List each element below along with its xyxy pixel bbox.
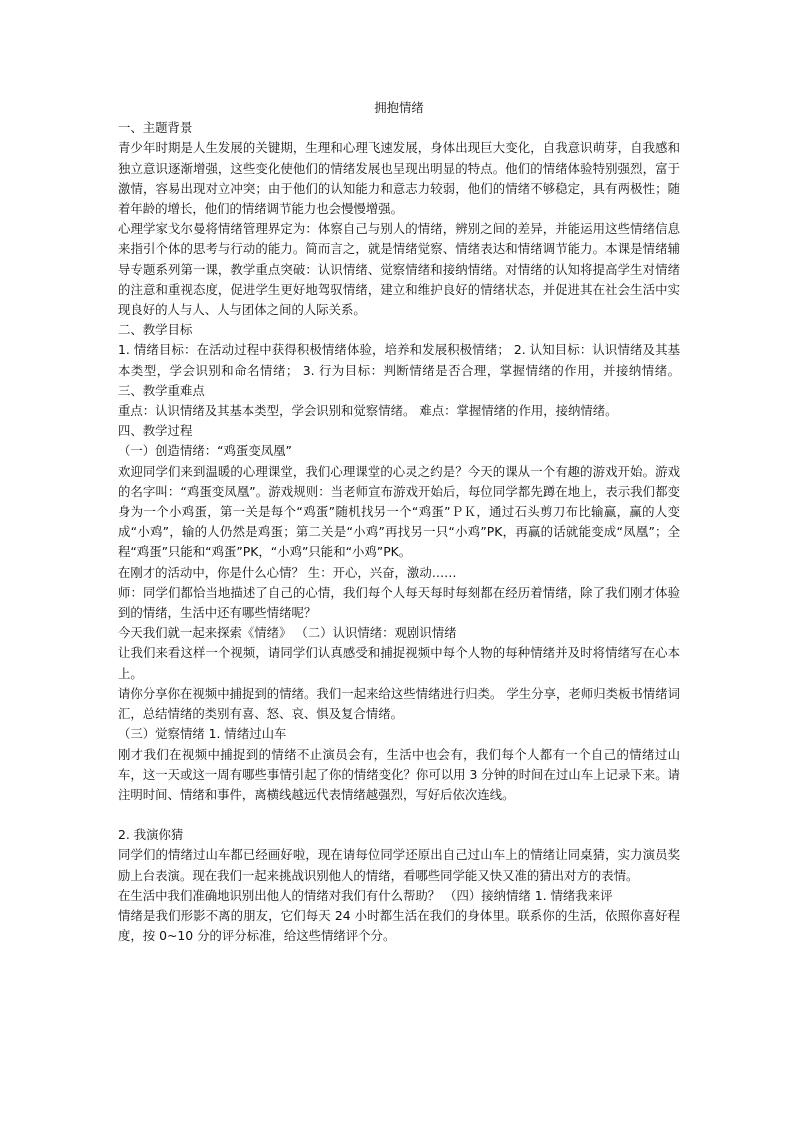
subheading-create-emotion: （一）创造情绪：“鸡蛋变凤凰” xyxy=(118,443,292,459)
paragraph-key-points: 重点：认识情绪及其基本类型，学会识别和觉察情绪。 难点：掌握情绪的作用，接纳情绪。 xyxy=(118,403,618,419)
subheading-perceive-emotion: （三）觉察情绪 1. 情绪过山车 xyxy=(118,726,287,742)
section-heading-process: 四、教学过程 xyxy=(118,423,193,439)
paragraph-background-2: 心理学家戈尔曼将情绪管理界定为：体察自己与别人的情绪，辨别之间的差异，并能运用这些情绪信息来指引个体的思考与行动的能力。简而言之，就是情绪觉察、情绪表达和情绪调节能力。本课是情绪辅导专题系列第一课，教学重点突破：认识情绪、觉察情绪和接纳情绪。对情绪的认知将提高学生对情绪的注意和重视态度，促进学生更好地驾驭情绪，建立和维护良好的情绪状态，并促进其在社会生活中实现良好的人与人、人与团体之间的人际关系。 xyxy=(118,221,680,318)
paragraph-game-rules: 欢迎同学们来到温暖的心理课堂，我们心理课堂的心灵之约是？今天的课从一个有趣的游戏开始。游戏的名字叫：“鸡蛋变凤凰”。游戏规则：当老师宣布游戏开始后，每位同学都先蹲在地上，表示我们都变身为一个小鸡蛋，第一关是每个“鸡蛋”随机找另一个“鸡蛋”ＰＫ，通过石头剪刀布比输赢，赢的人变成“小鸡”，输的人仍然是鸡蛋；第二关是“小鸡”再找另一只“小鸡”PK，再赢的话就能变成“凤凰”；全程“鸡蛋”只能和“鸡蛋”PK，“小鸡”只能和“小鸡”PK。 xyxy=(118,463,680,560)
section-heading-objectives: 二、教学目标 xyxy=(118,322,193,338)
paragraph-video-task: 让我们来看这样一个视频，请同学们认真感受和捕捉视频中每个人物的每种情绪并及时将情绪写在心本上。 xyxy=(118,645,680,681)
paragraph-share-classify: 请你分享你在视频中捕捉到的情绪。我们一起来给这些情绪进行归类。 学生分享，老师归类板书情绪词汇，总结情绪的类别有喜、怒、哀、惧及复合情绪。 xyxy=(118,685,680,722)
paragraph-background-1: 青少年时期是人生发展的关键期，生理和心理飞速发展，身体出现巨大变化，自我意识萌芽，自我感和独立意识逐渐增强，这些变化使他们的情绪发展也呈现出明显的特点。他们的情绪体验特别强烈，富于激情，容易出现对立冲突；由于他们的认知能力和意志力较弱，他们的情绪不够稳定，具有两极性；随着年龄的增长，他们的情绪调节能力也会慢慢增强。 xyxy=(118,140,680,217)
paragraph-question-mood: 在刚才的活动中，你是什么心情？ 生：开心，兴奋，激动…… xyxy=(118,564,457,580)
paragraph-rate-emotion: 情绪是我们形影不离的朋友，它们每天 24 小时都生活在我们的身体里。联系你的生活，依照你喜好程度，按 0~10 分的评分标准，给这些情绪评个分。 xyxy=(118,907,680,944)
document-page xyxy=(118,98,680,946)
paragraph-explore-emotion: 今天我们就一起来探索《情绪》 （二）认识情绪：观剧识情绪 xyxy=(118,625,457,641)
paragraph-act-guess: 同学们的情绪过山车都已经画好啦，现在请每位同学还原出自己过山车上的情绪让同桌猜，实力演员奖励上台表演。现在我们一起来挑战识别他人的情绪，看哪些同学能又快又准的猜出对方的表情。 xyxy=(118,847,680,883)
paragraph-teacher-remark: 师：同学们都恰当地描述了自己的心情，我们每个人每天每时每刻都在经历着情绪，除了我们刚才体验到的情绪，生活中还有哪些情绪呢？ xyxy=(118,584,680,621)
paragraph-roller-coaster: 刚才我们在视频中捕捉到的情绪不止演员会有，生活中也会有，我们每个人都有一个自己的情绪过山车，这一天或这一周有哪些事情引起了你的情绪变化？你可以用 3 分钟的时间在过山车上记录下来。请注明时间、情绪和事件，离横线越远代表情绪越强烈，写好后依次连线。 xyxy=(118,746,680,802)
blank-line xyxy=(118,805,680,825)
section-heading-background: 一、主题背景 xyxy=(118,120,193,136)
paragraph-accept-emotion: 在生活中我们准确地识别出他人的情绪对我们有什么帮助？ （四）接纳情绪 1. 情绪我来评 xyxy=(118,887,613,903)
document-title: 拥抱情绪 xyxy=(374,100,424,115)
subheading-act-guess: 2. 我演你猜 xyxy=(118,827,184,843)
paragraph-objectives: 1. 情绪目标：在活动过程中获得积极情绪体验，培养和发展积极情绪； 2. 认知目标：认识情绪及其基本类型，学会识别和命名情绪； 3. 行为目标：判断情绪是否合理，掌握情绪的作用，并接纳情绪。 三、教学重难点 xyxy=(118,342,680,398)
